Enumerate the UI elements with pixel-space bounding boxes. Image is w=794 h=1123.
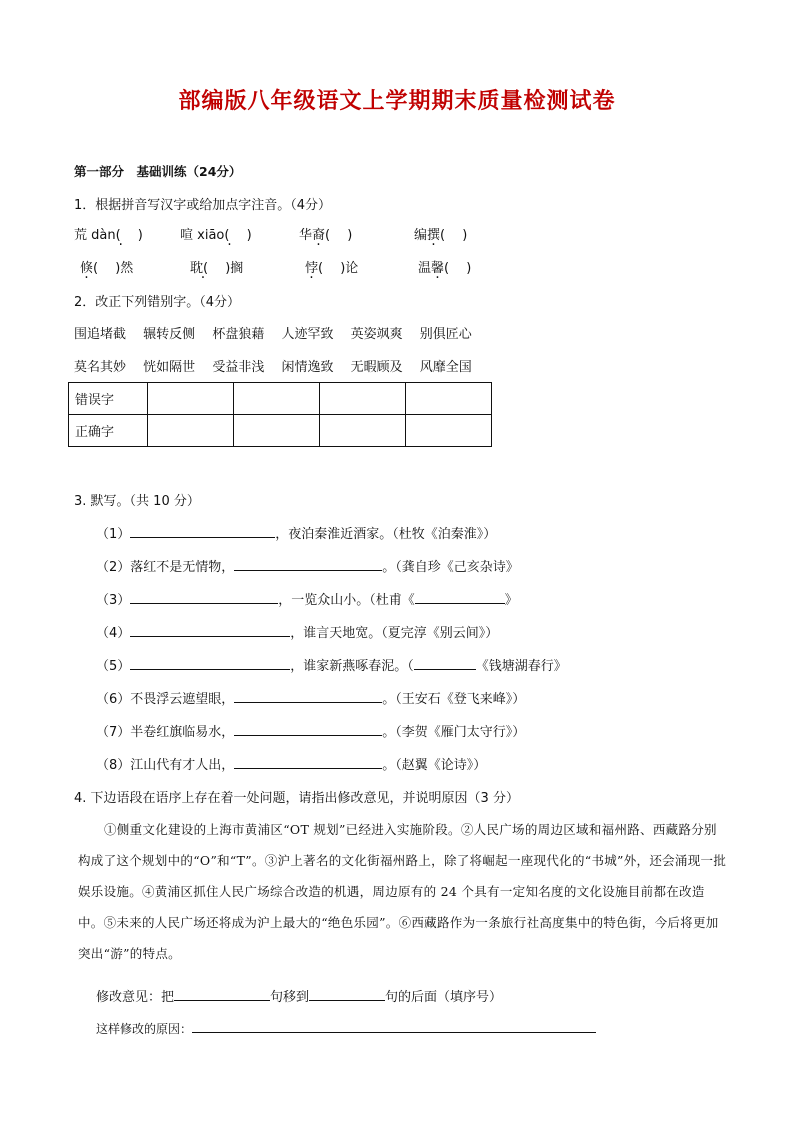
q4-reason-line: 这样修改的原因： [96,1018,596,1037]
q3-stem: 3. 默写。（共 10 分） [74,494,200,509]
idiom: 别俱匠心 [419,327,472,342]
answer-cell[interactable] [148,415,234,447]
row-label-wrong: 错误字 [69,383,148,415]
blank[interactable] [234,721,382,736]
blank[interactable] [415,589,505,604]
q1-item-1: 荒 dàn( ) [74,228,143,243]
q2-stem: 2．改正下列错别字。（4分） [74,295,241,310]
blank[interactable] [234,754,382,769]
q1-item-4: 编撰( ) [414,228,468,243]
idiom: 莫名其妙 [74,360,127,375]
blank[interactable] [130,589,278,604]
idiom: 恍如隔世 [143,360,196,375]
q3-item-4: （4） ，谁言天地宽。（夏完淳《别云间》） [96,622,498,641]
blank[interactable] [130,622,290,637]
blank[interactable] [174,986,270,1001]
answer-cell[interactable] [234,383,320,415]
q1-item-5: 倏( )然 [80,261,134,276]
q3-item-1: （1） ，夜泊秦淮近酒家。（杜牧《泊秦淮》） [96,523,496,542]
q1-item-8: 温馨( ) [418,261,472,276]
q3-item-6: （6）不畏浮云遮望眼， 。（王安石《登飞来峰》） [96,688,525,707]
blank[interactable] [309,986,385,1001]
idiom: 风靡全国 [419,360,472,375]
blank[interactable] [234,556,382,571]
correction-table [68,382,492,447]
idiom: 受益非浅 [212,360,265,375]
q4-stem: 4. 下边语段在语序上存在着一处问题，请指出修改意见，并说明原因（3 分） [74,791,519,806]
idiom: 无暇顾及 [350,360,403,375]
q2-idiom-row-2 [74,356,472,375]
idiom: 围追堵截 [74,327,127,342]
q1-stem: 1．根据拼音写汉字或给加点字注音。（4分） [74,198,332,213]
answer-cell[interactable] [320,415,406,447]
blank[interactable] [130,655,290,670]
blank[interactable] [234,688,382,703]
idiom: 闲情逸致 [281,360,334,375]
q3-item-2: （2）落红不是无情物， 。（龚自珍《己亥杂诗》 [96,556,519,575]
answer-cell[interactable] [234,415,320,447]
answer-cell[interactable] [406,383,492,415]
idiom: 辗转反侧 [143,327,196,342]
q1-item-2: 喧 xiāo( ) [180,228,252,243]
idiom: 人迹罕致 [281,327,334,342]
q1-item-7: 悖( )论 [305,261,359,276]
idiom: 杯盘狼藉 [212,327,265,342]
q4-fix-line: 修改意见：把 句移到 句的后面（填序号） [96,986,502,1005]
idiom: 英姿飒爽 [350,327,403,342]
part1-heading: 第一部分 基础训练（24分） [74,164,242,179]
q3-item-5: （5） ，谁家新燕啄春泥。（ 《钱塘湖春行》 [96,655,567,674]
answer-cell[interactable] [148,383,234,415]
answer-cell[interactable] [406,415,492,447]
q3-item-3: （3） ，一览众山小。（杜甫《 》 [96,589,518,608]
row-label-right: 正确字 [69,415,148,447]
q4-passage: ①侧重文化建设的上海市黄浦区“OT 规划”已经进入实施阶段。②人民广场的周边区域和福州路、西藏路分别构成了这个规划中的“O”和“T”。③沪上著名的文化街福州路上，除了将崛起一座现代化的“书城”外，还会涌现一批娱乐设施。④黄浦区抓住人民广场综合改造的机遇，周边原有的 24 个具有一定知名度的文化设施目前都在改造中。⑤未来的人民广场还将成为沪上最大的“绝色乐园”。⑥西藏路作为一条旅行社高度集中的特色街，今后将更加突出“游”的特点。 [78,822,727,961]
q3-item-7: （7）半卷红旗临易水， 。（李贺《雁门太守行》） [96,721,525,740]
reason-blank[interactable] [192,1018,596,1033]
q2-idiom-row-1 [74,323,472,342]
q3-item-8: （8）江山代有才人出， 。（赵翼《论诗》） [96,754,486,773]
page-title: 部编版八年级语文上学期期末质量检测试卷 [178,89,616,114]
answer-cell[interactable] [320,383,406,415]
q1-item-6: 耽( )搁 [190,261,244,276]
blank[interactable] [130,523,275,538]
blank[interactable] [414,655,476,670]
q1-item-3: 华裔( ) [299,228,353,243]
